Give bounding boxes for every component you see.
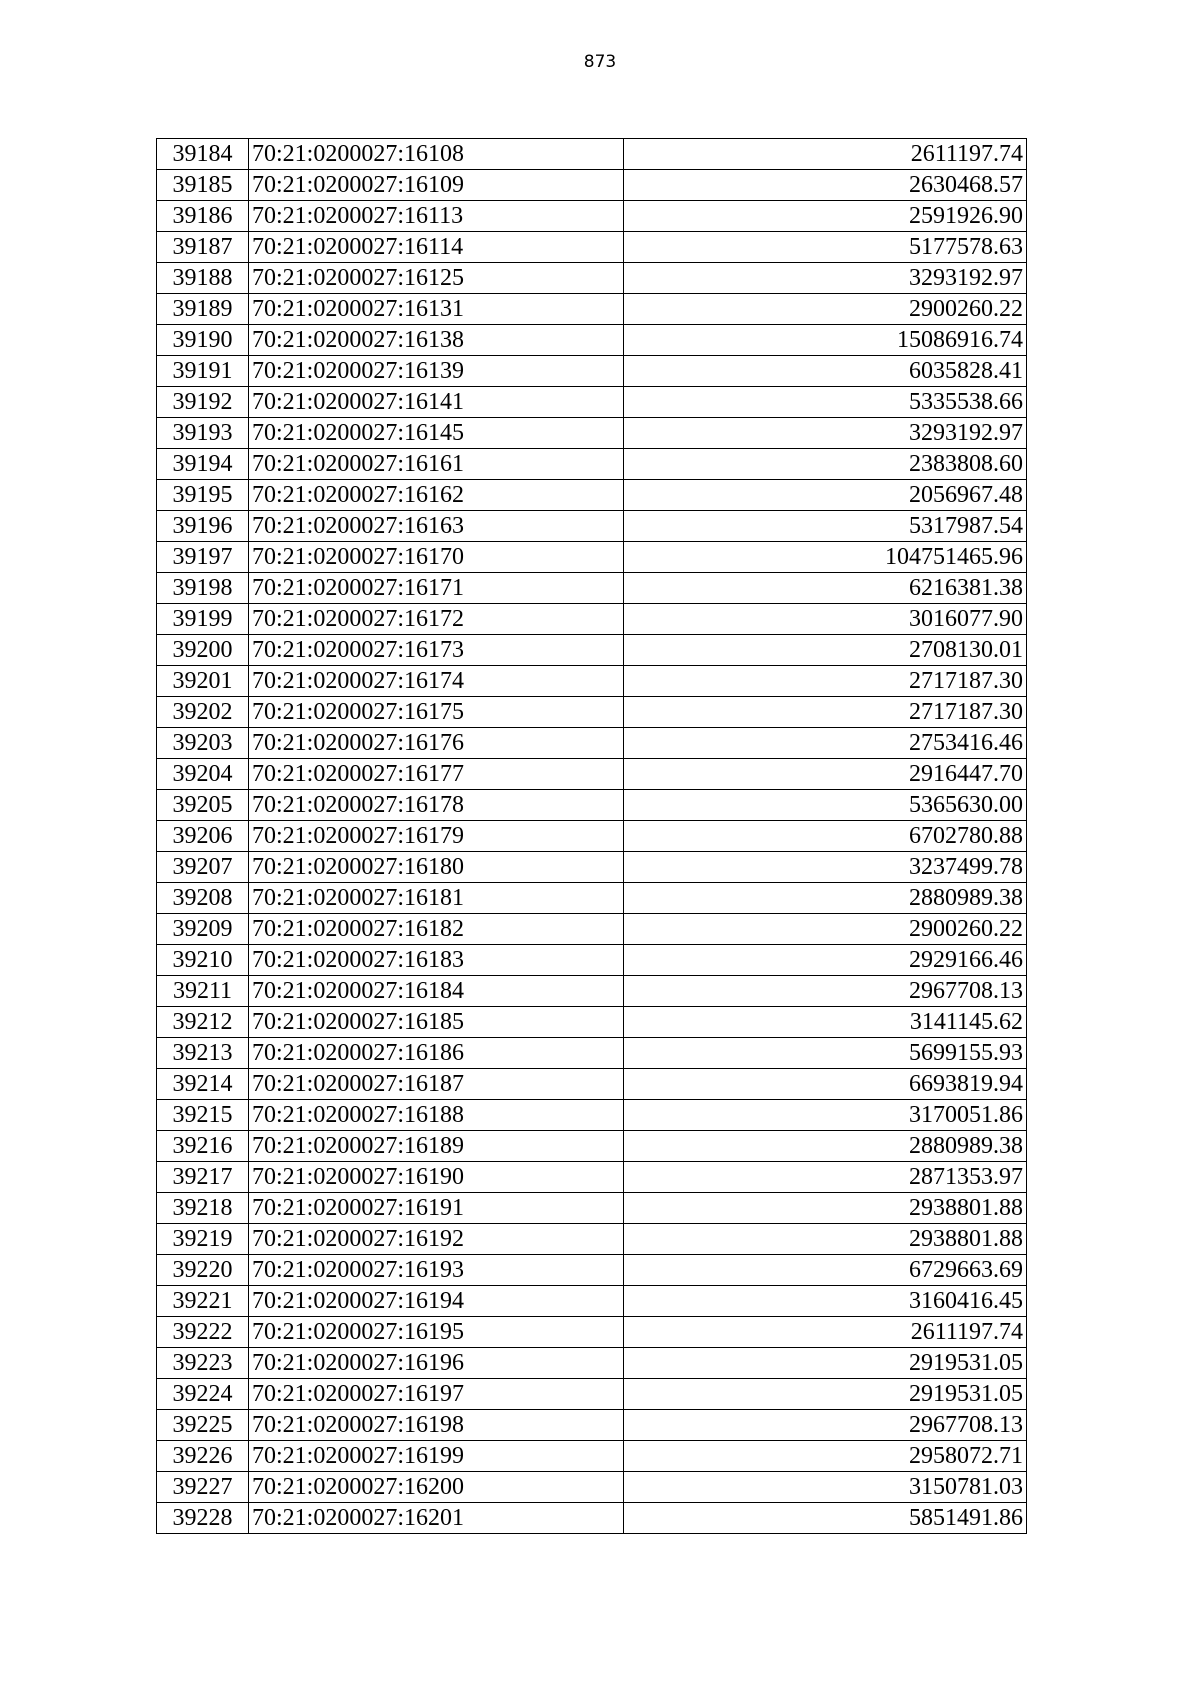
table-row xyxy=(157,604,1027,635)
cadastral-value-cell: 2967708.13 xyxy=(624,976,1027,1007)
row-number-cell: 39220 xyxy=(157,1255,249,1286)
cadastral-value-cell: 2938801.88 xyxy=(624,1193,1027,1224)
cadastral-value-cell: 5699155.93 xyxy=(624,1038,1027,1069)
cadastral-value-cell: 2611197.74 xyxy=(624,1317,1027,1348)
cadastral-number-cell: 70:21:0200027:16191 xyxy=(249,1193,624,1224)
table-row xyxy=(157,976,1027,1007)
cadastral-value-table xyxy=(156,138,1027,1534)
table-row xyxy=(157,263,1027,294)
cadastral-number-cell: 70:21:0200027:16108 xyxy=(249,139,624,170)
cadastral-value-cell: 3170051.86 xyxy=(624,1100,1027,1131)
cadastral-value-cell: 2717187.30 xyxy=(624,697,1027,728)
row-number-cell: 39226 xyxy=(157,1441,249,1472)
cadastral-value-cell: 5177578.63 xyxy=(624,232,1027,263)
cadastral-value-cell: 3016077.90 xyxy=(624,604,1027,635)
table-row xyxy=(157,201,1027,232)
table-row xyxy=(157,852,1027,883)
cadastral-number-cell: 70:21:0200027:16161 xyxy=(249,449,624,480)
table-row xyxy=(157,821,1027,852)
row-number-cell: 39185 xyxy=(157,170,249,201)
table-body xyxy=(157,139,1027,1534)
cadastral-value-cell: 2753416.46 xyxy=(624,728,1027,759)
row-number-cell: 39228 xyxy=(157,1503,249,1534)
cadastral-value-cell: 3293192.97 xyxy=(624,418,1027,449)
table-row xyxy=(157,511,1027,542)
row-number-cell: 39199 xyxy=(157,604,249,635)
cadastral-number-cell: 70:21:0200027:16200 xyxy=(249,1472,624,1503)
table-row xyxy=(157,1472,1027,1503)
cadastral-number-cell: 70:21:0200027:16195 xyxy=(249,1317,624,1348)
cadastral-value-cell: 3293192.97 xyxy=(624,263,1027,294)
table-row xyxy=(157,1162,1027,1193)
cadastral-number-cell: 70:21:0200027:16125 xyxy=(249,263,624,294)
table-row xyxy=(157,387,1027,418)
cadastral-number-cell: 70:21:0200027:16186 xyxy=(249,1038,624,1069)
row-number-cell: 39195 xyxy=(157,480,249,511)
table-row xyxy=(157,1255,1027,1286)
table-row xyxy=(157,1193,1027,1224)
table-row xyxy=(157,449,1027,480)
cadastral-value-cell: 5851491.86 xyxy=(624,1503,1027,1534)
row-number-cell: 39217 xyxy=(157,1162,249,1193)
row-number-cell: 39188 xyxy=(157,263,249,294)
cadastral-value-cell: 2383808.60 xyxy=(624,449,1027,480)
cadastral-value-cell: 2880989.38 xyxy=(624,883,1027,914)
row-number-cell: 39194 xyxy=(157,449,249,480)
cadastral-value-cell: 2880989.38 xyxy=(624,1131,1027,1162)
cadastral-value-cell: 6216381.38 xyxy=(624,573,1027,604)
table-row xyxy=(157,697,1027,728)
row-number-cell: 39225 xyxy=(157,1410,249,1441)
cadastral-number-cell: 70:21:0200027:16194 xyxy=(249,1286,624,1317)
cadastral-number-cell: 70:21:0200027:16109 xyxy=(249,170,624,201)
cadastral-number-cell: 70:21:0200027:16131 xyxy=(249,294,624,325)
cadastral-value-cell: 3141145.62 xyxy=(624,1007,1027,1038)
row-number-cell: 39191 xyxy=(157,356,249,387)
row-number-cell: 39215 xyxy=(157,1100,249,1131)
table-row xyxy=(157,294,1027,325)
cadastral-value-cell: 3237499.78 xyxy=(624,852,1027,883)
row-number-cell: 39208 xyxy=(157,883,249,914)
cadastral-number-cell: 70:21:0200027:16182 xyxy=(249,914,624,945)
row-number-cell: 39209 xyxy=(157,914,249,945)
row-number-cell: 39221 xyxy=(157,1286,249,1317)
table-row xyxy=(157,883,1027,914)
cadastral-value-cell: 104751465.96 xyxy=(624,542,1027,573)
table-row xyxy=(157,1379,1027,1410)
cadastral-number-cell: 70:21:0200027:16174 xyxy=(249,666,624,697)
table-row xyxy=(157,1410,1027,1441)
cadastral-number-cell: 70:21:0200027:16187 xyxy=(249,1069,624,1100)
cadastral-number-cell: 70:21:0200027:16138 xyxy=(249,325,624,356)
cadastral-number-cell: 70:21:0200027:16139 xyxy=(249,356,624,387)
cadastral-number-cell: 70:21:0200027:16141 xyxy=(249,387,624,418)
cadastral-value-cell: 2958072.71 xyxy=(624,1441,1027,1472)
cadastral-number-cell: 70:21:0200027:16189 xyxy=(249,1131,624,1162)
row-number-cell: 39184 xyxy=(157,139,249,170)
table-row xyxy=(157,1131,1027,1162)
cadastral-value-cell: 5335538.66 xyxy=(624,387,1027,418)
row-number-cell: 39186 xyxy=(157,201,249,232)
cadastral-value-cell: 2056967.48 xyxy=(624,480,1027,511)
row-number-cell: 39201 xyxy=(157,666,249,697)
row-number-cell: 39223 xyxy=(157,1348,249,1379)
row-number-cell: 39190 xyxy=(157,325,249,356)
row-number-cell: 39203 xyxy=(157,728,249,759)
cadastral-number-cell: 70:21:0200027:16172 xyxy=(249,604,624,635)
cadastral-value-cell: 2591926.90 xyxy=(624,201,1027,232)
cadastral-value-cell: 6702780.88 xyxy=(624,821,1027,852)
cadastral-number-cell: 70:21:0200027:16180 xyxy=(249,852,624,883)
row-number-cell: 39222 xyxy=(157,1317,249,1348)
cadastral-value-cell: 2900260.22 xyxy=(624,914,1027,945)
table-row xyxy=(157,139,1027,170)
cadastral-value-cell: 2938801.88 xyxy=(624,1224,1027,1255)
table-row xyxy=(157,325,1027,356)
cadastral-number-cell: 70:21:0200027:16175 xyxy=(249,697,624,728)
cadastral-number-cell: 70:21:0200027:16192 xyxy=(249,1224,624,1255)
row-number-cell: 39187 xyxy=(157,232,249,263)
cadastral-value-cell: 15086916.74 xyxy=(624,325,1027,356)
cadastral-number-cell: 70:21:0200027:16178 xyxy=(249,790,624,821)
table-row xyxy=(157,1038,1027,1069)
cadastral-number-cell: 70:21:0200027:16170 xyxy=(249,542,624,573)
cadastral-value-cell: 2916447.70 xyxy=(624,759,1027,790)
table-row xyxy=(157,1317,1027,1348)
cadastral-value-cell: 2611197.74 xyxy=(624,139,1027,170)
cadastral-value-cell: 2919531.05 xyxy=(624,1348,1027,1379)
table-row xyxy=(157,1503,1027,1534)
cadastral-number-cell: 70:21:0200027:16162 xyxy=(249,480,624,511)
cadastral-number-cell: 70:21:0200027:16113 xyxy=(249,201,624,232)
table-row xyxy=(157,666,1027,697)
row-number-cell: 39206 xyxy=(157,821,249,852)
cadastral-number-cell: 70:21:0200027:16197 xyxy=(249,1379,624,1410)
cadastral-value-cell: 2919531.05 xyxy=(624,1379,1027,1410)
row-number-cell: 39196 xyxy=(157,511,249,542)
row-number-cell: 39200 xyxy=(157,635,249,666)
cadastral-value-cell: 2708130.01 xyxy=(624,635,1027,666)
table-row xyxy=(157,1069,1027,1100)
table-row xyxy=(157,1007,1027,1038)
cadastral-number-cell: 70:21:0200027:16176 xyxy=(249,728,624,759)
table-row xyxy=(157,1286,1027,1317)
cadastral-number-cell: 70:21:0200027:16184 xyxy=(249,976,624,1007)
cadastral-value-cell: 3160416.45 xyxy=(624,1286,1027,1317)
row-number-cell: 39214 xyxy=(157,1069,249,1100)
row-number-cell: 39204 xyxy=(157,759,249,790)
cadastral-number-cell: 70:21:0200027:16171 xyxy=(249,573,624,604)
cadastral-number-cell: 70:21:0200027:16114 xyxy=(249,232,624,263)
cadastral-number-cell: 70:21:0200027:16190 xyxy=(249,1162,624,1193)
cadastral-number-cell: 70:21:0200027:16193 xyxy=(249,1255,624,1286)
table-row xyxy=(157,1100,1027,1131)
row-number-cell: 39192 xyxy=(157,387,249,418)
table-row xyxy=(157,790,1027,821)
table-row xyxy=(157,1224,1027,1255)
row-number-cell: 39197 xyxy=(157,542,249,573)
cadastral-value-cell: 5365630.00 xyxy=(624,790,1027,821)
cadastral-value-cell: 6729663.69 xyxy=(624,1255,1027,1286)
cadastral-value-cell: 3150781.03 xyxy=(624,1472,1027,1503)
page-number: 873 xyxy=(583,52,617,72)
cadastral-number-cell: 70:21:0200027:16198 xyxy=(249,1410,624,1441)
table-row xyxy=(157,573,1027,604)
cadastral-number-cell: 70:21:0200027:16173 xyxy=(249,635,624,666)
cadastral-value-cell: 2717187.30 xyxy=(624,666,1027,697)
row-number-cell: 39210 xyxy=(157,945,249,976)
cadastral-value-cell: 2967708.13 xyxy=(624,1410,1027,1441)
table-row xyxy=(157,1348,1027,1379)
table-row xyxy=(157,418,1027,449)
cadastral-number-cell: 70:21:0200027:16199 xyxy=(249,1441,624,1472)
table-row xyxy=(157,759,1027,790)
table-row xyxy=(157,635,1027,666)
table-row xyxy=(157,356,1027,387)
cadastral-value-cell: 5317987.54 xyxy=(624,511,1027,542)
table-row xyxy=(157,542,1027,573)
cadastral-number-cell: 70:21:0200027:16196 xyxy=(249,1348,624,1379)
cadastral-number-cell: 70:21:0200027:16201 xyxy=(249,1503,624,1534)
cadastral-value-cell: 2900260.22 xyxy=(624,294,1027,325)
table-row xyxy=(157,480,1027,511)
row-number-cell: 39211 xyxy=(157,976,249,1007)
table-row xyxy=(157,1441,1027,1472)
table-row xyxy=(157,945,1027,976)
row-number-cell: 39213 xyxy=(157,1038,249,1069)
cadastral-number-cell: 70:21:0200027:16145 xyxy=(249,418,624,449)
row-number-cell: 39212 xyxy=(157,1007,249,1038)
cadastral-value-cell: 2871353.97 xyxy=(624,1162,1027,1193)
table-row xyxy=(157,728,1027,759)
cadastral-number-cell: 70:21:0200027:16185 xyxy=(249,1007,624,1038)
cadastral-number-cell: 70:21:0200027:16181 xyxy=(249,883,624,914)
row-number-cell: 39216 xyxy=(157,1131,249,1162)
cadastral-value-cell: 2929166.46 xyxy=(624,945,1027,976)
table-row xyxy=(157,914,1027,945)
cadastral-value-cell: 2630468.57 xyxy=(624,170,1027,201)
row-number-cell: 39202 xyxy=(157,697,249,728)
row-number-cell: 39227 xyxy=(157,1472,249,1503)
cadastral-number-cell: 70:21:0200027:16183 xyxy=(249,945,624,976)
row-number-cell: 39224 xyxy=(157,1379,249,1410)
cadastral-value-cell: 6693819.94 xyxy=(624,1069,1027,1100)
row-number-cell: 39193 xyxy=(157,418,249,449)
cadastral-value-cell: 6035828.41 xyxy=(624,356,1027,387)
row-number-cell: 39207 xyxy=(157,852,249,883)
row-number-cell: 39218 xyxy=(157,1193,249,1224)
cadastral-number-cell: 70:21:0200027:16179 xyxy=(249,821,624,852)
row-number-cell: 39205 xyxy=(157,790,249,821)
table-row xyxy=(157,232,1027,263)
cadastral-number-cell: 70:21:0200027:16163 xyxy=(249,511,624,542)
row-number-cell: 39219 xyxy=(157,1224,249,1255)
cadastral-number-cell: 70:21:0200027:16177 xyxy=(249,759,624,790)
table-row xyxy=(157,170,1027,201)
row-number-cell: 39189 xyxy=(157,294,249,325)
cadastral-number-cell: 70:21:0200027:16188 xyxy=(249,1100,624,1131)
row-number-cell: 39198 xyxy=(157,573,249,604)
